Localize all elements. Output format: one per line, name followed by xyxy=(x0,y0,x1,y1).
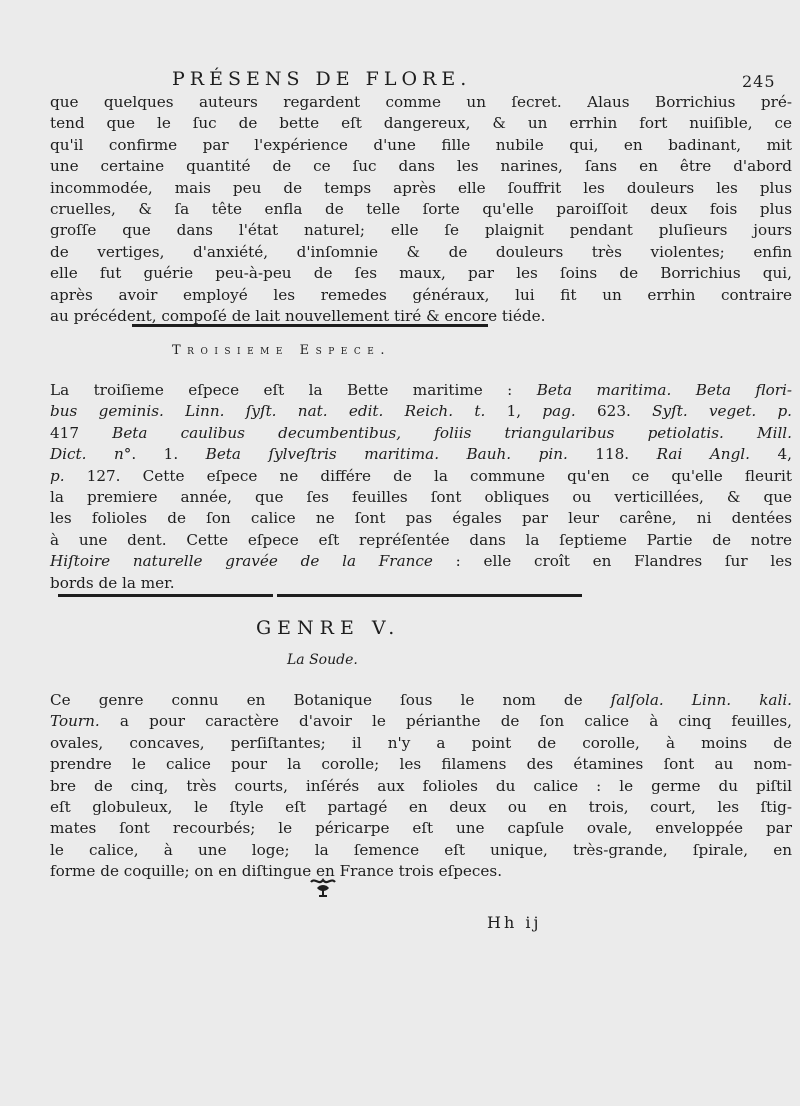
text-line xyxy=(50,466,792,487)
italic-run: Tourn. xyxy=(50,712,100,731)
text-run: mates ſont recourbés; le péricarpe eſt une capſule ovale, enveloppée par xyxy=(50,819,792,838)
italic-run: pag. xyxy=(542,402,576,421)
text-run: forme de coquille; on en diſtingue en France trois eſpeces. xyxy=(50,862,503,881)
text-line: une certaine quantité de ce ſuc dans les narines, ſans en être d'abord xyxy=(50,157,792,176)
text-run: 1, xyxy=(485,402,543,421)
text-line: qu'il confirme par l'expérience d'une fille nubile qui, en badinant, mit xyxy=(50,135,792,154)
text-run: a pour caractère d'avoir le périanthe de ſon calice à cinq feuilles, xyxy=(99,712,792,731)
paragraph-troisieme-espece xyxy=(50,380,792,594)
text-run: 4, xyxy=(749,445,792,464)
genre-title: GENRE V. xyxy=(256,617,401,639)
text-line: que quelques auteurs regardent comme un ſecret. Alaus Borrichius pré- xyxy=(50,93,792,111)
text-line xyxy=(50,530,792,551)
text-run: ovales, concaves, perſiſtantes; il n'y a point de corolle, à moins de xyxy=(50,733,792,752)
text-line: incommodée, mais peu de temps après elle ſouffrit les douleurs les plus xyxy=(50,178,792,197)
text-line xyxy=(50,401,792,422)
divider-rule-upper xyxy=(132,324,488,327)
text-line xyxy=(50,776,792,797)
text-line xyxy=(50,797,792,818)
italic-run: bus geminis. Linn. ſyſt. nat. edit. Reich. t. xyxy=(50,402,486,421)
text-line xyxy=(50,487,792,508)
text-line xyxy=(50,551,792,572)
text-run: 127. Cette eſpece ne différe de la commune qu'en ce qu'elle fleurit xyxy=(64,466,792,485)
text-line: groſſe que dans l'état naturel; elle ſe plaignit pendant pluſieurs jours xyxy=(50,221,792,240)
text-run: le calice, à une loge; la ſemence eſt unique, très-grande, ſpirale, en xyxy=(50,840,792,859)
divider-rule-lower-right xyxy=(277,594,582,597)
text-run: les folioles de ſon calice ne ſont pas égales par leur carêne, ni dentées xyxy=(50,509,792,528)
divider-rule-lower-left xyxy=(58,594,273,597)
text-run: : elle croît en Flandres ſur les xyxy=(432,552,792,571)
paragraph-bette-danger xyxy=(50,92,792,327)
text-run: Ce genre connu en Botanique ſous le nom de xyxy=(50,691,611,709)
italic-run: ſalſola. Linn. kali. xyxy=(610,691,793,709)
paragraph-soude xyxy=(50,690,792,883)
text-line xyxy=(50,840,792,861)
text-run: bre de cinq, très courts, inſérés aux folioles du calice : le germe du piſtil xyxy=(50,776,792,795)
text-line xyxy=(50,690,792,711)
text-line xyxy=(50,861,792,882)
text-run: °. 1. xyxy=(123,445,206,464)
text-run: 623. xyxy=(575,402,653,421)
italic-run: Hiſtoire naturelle gravée de la France xyxy=(50,552,433,571)
text-line xyxy=(50,444,792,465)
text-line xyxy=(50,508,792,529)
italic-run: Beta caulibus decumbentibus, foliis triangularibus petiolatis. Mill. xyxy=(112,423,792,442)
text-run: bords de la mer. xyxy=(50,573,175,592)
text-line: de vertiges, d'anxiété, d'inſomnie & de douleurs très violentes; enfin xyxy=(50,242,792,261)
text-run: à une dent. Cette eſpece eſt repréſentée dans la ſeptieme Partie de notre xyxy=(50,530,792,549)
italic-run: Beta maritima. Beta flori- xyxy=(536,381,792,399)
text-run: eſt globuleux, le ſtyle eſt partagé en deux ou en trois, court, les ſtig- xyxy=(50,798,792,817)
italic-run: Syſt. veget. p. xyxy=(652,402,793,421)
fleuron-ornament-icon xyxy=(309,876,337,898)
text-run: La troiſieme eſpece eſt la Bette maritime : xyxy=(50,381,537,399)
text-line xyxy=(50,573,792,594)
signature-mark: Hh ij xyxy=(487,913,542,932)
text-run: 118. xyxy=(567,445,657,464)
text-line xyxy=(50,754,792,775)
italic-run: Dict. n xyxy=(50,445,124,464)
page-number: 245 xyxy=(742,72,776,91)
text-line: au précédent, compoſé de lait nouvellement tiré & encore tiéde. xyxy=(50,307,546,326)
italic-run: Beta ſylveſtris maritima. Bauh. pin. xyxy=(205,445,568,464)
text-line xyxy=(50,380,792,401)
text-line xyxy=(50,711,792,732)
text-line xyxy=(50,818,792,839)
running-title: PRÉSENS DE FLORE. xyxy=(172,68,472,90)
text-run: prendre le calice pour la corolle; les filamens des étamines ſont au nom- xyxy=(50,755,792,774)
section-heading: Troisieme Espece. xyxy=(172,343,391,358)
text-line xyxy=(50,423,792,444)
italic-run: Rai Angl. xyxy=(656,445,750,464)
text-line: elle fut guérie peu-à-peu de ſes maux, par les ſoins de Borrichius qui, xyxy=(50,264,792,283)
text-line: après avoir employé les remedes généraux, lui fit un errhin contraire xyxy=(50,285,792,304)
text-run: la premiere année, que ſes feuilles ſont obliques ou verticillées, & que xyxy=(50,488,792,507)
text-run: 417 xyxy=(50,423,113,442)
text-line xyxy=(50,733,792,754)
text-line: cruelles, & ſa tête enfla de telle ſorte qu'elle paroiſſoit deux fois plus xyxy=(50,200,792,219)
text-line: tend que le ſuc de bette eſt dangereux, & un errhin fort nuiſible, ce xyxy=(50,114,792,133)
italic-run: p. xyxy=(50,466,65,485)
genre-subtitle: La Soude. xyxy=(287,652,358,668)
